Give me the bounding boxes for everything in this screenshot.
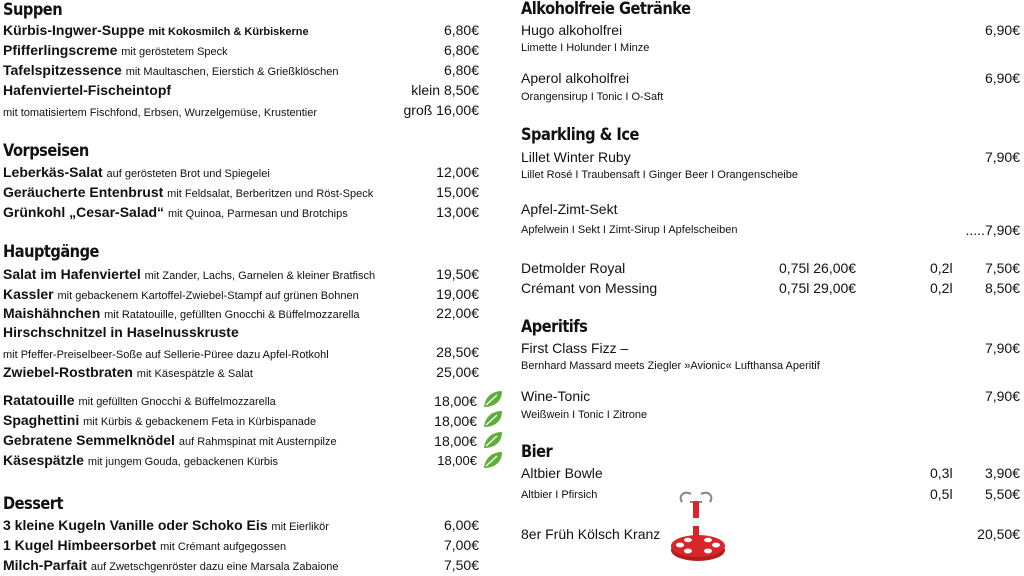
- menu-item-veggie: [3, 451, 278, 471]
- item-desc: mit Crémant aufgegossen: [160, 541, 287, 553]
- drink-description: Weißwein I Tonic I Zitrone: [521, 409, 648, 421]
- menu-item-price: 18,00€: [434, 393, 477, 409]
- drink-description: Orangensirup I Tonic I O-Saft: [521, 91, 664, 103]
- item-desc: mit Käsespätzle & Salat: [136, 368, 253, 380]
- drink-name: Hugo alkoholfrei: [521, 22, 623, 38]
- menu-item-price: 6,80€: [443, 22, 479, 38]
- wine-glass-size: 0,2l: [930, 280, 953, 296]
- item-desc: auf gerösteten Brot und Spiegelei: [106, 168, 270, 180]
- drink-name: First Class Fizz –: [521, 340, 629, 356]
- item-name: 1 Kugel Himbeersorbet: [3, 537, 157, 553]
- menu-item: [3, 363, 253, 383]
- menu-item-price: 6,80€: [443, 42, 479, 58]
- drink-name: Wine-Tonic: [521, 388, 591, 404]
- menu-item-price: klein 8,50€: [411, 82, 479, 98]
- drink-description: Lillet Rosé I Traubensaft I Ginger Beer I Orangenscheibe: [521, 169, 798, 181]
- drink-price: 7,90€: [984, 340, 1020, 356]
- section-heading-sparkling: Sparkling & Ice: [521, 125, 639, 145]
- item-desc: mit Maultaschen, Eierstich & Grießklöschen: [125, 66, 339, 78]
- item-name: Ratatouille: [3, 392, 75, 408]
- drink-price: 7,90€: [984, 149, 1020, 165]
- drink-price: 6,90€: [984, 22, 1020, 38]
- beer-size-small: 0,3l: [930, 465, 953, 481]
- drink-name: 8er Früh Kölsch Kranz: [521, 526, 661, 542]
- item-desc: mit Quinoa, Parmesan und Brotchips: [167, 208, 348, 220]
- item-desc: mit gefüllten Gnocchi & Büffelmozzarella: [78, 396, 276, 408]
- item-desc: mit Ratatouille, gefüllten Gnocchi & Büffelmozzarella: [104, 309, 360, 321]
- menu-item: [3, 344, 329, 364]
- item-desc: mit Kürbis & gebackenem Feta in Kürbispanade: [83, 416, 317, 428]
- item-name: Milch-Parfait: [3, 557, 88, 573]
- menu-item-price: 25,00€: [436, 364, 479, 380]
- drink-price: 6,90€: [984, 70, 1020, 86]
- item-name: Hafenviertel-Fischeintopf: [3, 82, 172, 98]
- item-name: 3 kleine Kugeln Vanille oder Schoko Eis: [3, 517, 268, 533]
- menu-item-price: 6,80€: [443, 62, 479, 78]
- item-desc: mit Eierlikör: [271, 521, 329, 533]
- item-desc: mit Zander, Lachs, Garnelen & kleiner Bratfisch: [144, 270, 376, 282]
- item-name: Gebratene Semmelknödel: [3, 432, 175, 448]
- wine-bottle-price: 0,75l 29,00€: [779, 280, 857, 296]
- drink-description: Altbier I Pfirsich: [521, 489, 598, 501]
- koelsch-kranz-image: [666, 490, 732, 568]
- item-name: Leberkäs-Salat: [3, 164, 103, 180]
- item-name: Tafelspitzessence: [3, 62, 122, 78]
- drink-description: Limette I Holunder I Minze: [521, 42, 650, 54]
- menu-item: [3, 81, 171, 99]
- beer-size-large: 0,5l: [930, 486, 953, 502]
- section-heading-dessert: Dessert: [3, 494, 63, 514]
- drink-price: 20,50€: [977, 526, 1020, 542]
- item-name: Salat im Hafenviertel: [3, 266, 141, 282]
- beer-price-large: 5,50€: [984, 486, 1020, 502]
- section-heading-vorspeisen: Vorpseisen: [3, 141, 89, 161]
- vegetarian-leaf-icon: [483, 390, 503, 408]
- item-desc: auf Zwetschgenröster dazu eine Marsala Zabaione: [90, 561, 339, 573]
- wine-glass-size: 0,2l: [930, 260, 953, 276]
- menu-item-price: 18,00€: [434, 413, 477, 429]
- menu-item: [3, 265, 375, 285]
- menu-item-veggie: [3, 391, 276, 411]
- menu-item-price: groß 16,00€: [403, 102, 479, 118]
- menu-item: [3, 41, 228, 61]
- wine-name: Crémant von Messing: [521, 280, 658, 296]
- item-name: Hirschschnitzel in Haselnusskruste: [3, 324, 239, 340]
- drink-name: Aperol alkoholfrei: [521, 70, 630, 86]
- vegetarian-leaf-icon: [483, 410, 503, 428]
- section-heading-hauptgaenge: Hauptgänge: [3, 242, 99, 262]
- menu-item: Kürbis-Ingwer-Suppe mit Kokosmilch & Kürbiskerne: [3, 22, 309, 38]
- menu-item-price: 15,00€: [436, 184, 479, 200]
- menu-item: [3, 536, 286, 556]
- wine-bottle-price: 0,75l 26,00€: [779, 260, 857, 276]
- item-desc: mit gebackenem Kartoffel-Zwiebel-Stampf auf grünen Bohnen: [57, 290, 359, 302]
- item-name: Grünkohl „Cesar-Salad“: [3, 204, 165, 220]
- section-heading-alkoholfrei: Alkoholfreie Getränke: [521, 0, 691, 19]
- section-heading-aperitifs: Aperitifs: [521, 317, 588, 337]
- item-name: Geräucherte Entenbrust: [3, 184, 164, 200]
- menu-item: [3, 516, 329, 536]
- wine-name: Detmolder Royal: [521, 260, 626, 276]
- menu-item: [3, 556, 339, 576]
- menu-item-price: 18,00€: [437, 453, 477, 468]
- drink-price: 7,90€: [984, 388, 1020, 404]
- menu-item: [3, 323, 239, 341]
- menu-item-veggie: [3, 411, 316, 431]
- menu-item-price: 19,00€: [436, 286, 479, 302]
- wine-glass-price: 8,50€: [984, 280, 1020, 296]
- menu-item-price: 18,00€: [434, 433, 477, 449]
- drink-description: Bernhard Massard meets Ziegler »Avionic« Lufthansa Aperitif: [521, 360, 820, 372]
- item-desc: mit Feldsalat, Berberitzen und Röst-Speck: [167, 188, 374, 200]
- drink-name: Altbier Bowle: [521, 465, 603, 481]
- menu-item-price: 22,00€: [436, 305, 479, 321]
- section-heading-bier: Bier: [521, 442, 553, 462]
- item-desc: mit tomatisiertem Fischfond, Erbsen, Wurzelgemüse, Krustentier: [3, 107, 318, 119]
- menu-item: [3, 102, 317, 122]
- drinks-menu-column: [520, 0, 1020, 572]
- vegetarian-leaf-icon: [483, 451, 503, 469]
- menu-item-price: 12,00€: [436, 164, 479, 180]
- drink-price: .....7,90€: [965, 222, 1020, 238]
- menu-item-price: 7,50€: [443, 557, 479, 573]
- menu-item-price: 7,00€: [443, 537, 479, 553]
- drink-description: Apfelwein I Sekt I Zimt-Sirup I Apfelscheiben: [521, 224, 738, 236]
- drink-name: Apfel-Zimt-Sekt: [521, 201, 618, 217]
- menu-item-price: 19,50€: [436, 266, 479, 282]
- menu-item-price: 28,50€: [436, 344, 479, 360]
- section-heading-suppen: Suppen: [3, 0, 63, 20]
- item-desc: auf Rahmspinat mit Austernpilze: [178, 436, 337, 448]
- item-name: Kassler: [3, 286, 54, 302]
- menu-item-price: 13,00€: [436, 204, 479, 220]
- menu-item: [3, 163, 270, 183]
- item-name: Zwiebel-Rostbraten: [3, 364, 133, 380]
- beer-price-small: 3,90€: [984, 465, 1020, 481]
- menu-item: [3, 285, 359, 305]
- item-name: Pfifferlingscreme: [3, 42, 118, 58]
- drink-name: Lillet Winter Ruby: [521, 149, 631, 165]
- menu-item: [3, 183, 373, 203]
- item-name: Käsespätzle: [3, 452, 84, 468]
- item-desc: mit jungem Gouda, gebackenen Kürbis: [87, 456, 278, 468]
- menu-item: [3, 61, 338, 81]
- item-name: Maishähnchen: [3, 305, 101, 321]
- item-name: Spaghettini: [3, 412, 80, 428]
- item-desc: mit geröstetem Speck: [121, 46, 228, 58]
- menu-item: [3, 203, 348, 223]
- menu-item: [3, 304, 360, 324]
- menu-item-price: 6,00€: [443, 517, 479, 533]
- wine-glass-price: 7,50€: [984, 260, 1020, 276]
- menu-item-veggie: [3, 431, 337, 451]
- vegetarian-leaf-icon: [483, 431, 503, 449]
- item-desc: mit Pfeffer-Preiselbeer-Soße auf Sellerie-Püree dazu Apfel-Rotkohl: [3, 349, 329, 361]
